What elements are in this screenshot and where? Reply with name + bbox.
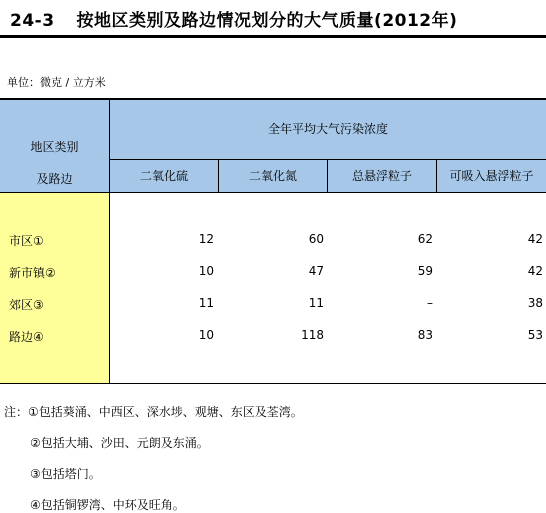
column-header-rsp: 可吸入悬浮粒子 [436, 160, 546, 192]
row-area: 市区① [9, 234, 44, 248]
cell-so2: 12 [198, 232, 214, 246]
data-table [0, 98, 546, 384]
cell-so2: 10 [198, 264, 214, 278]
area-column-header [0, 98, 109, 192]
cell-no2: 47 [308, 264, 324, 278]
area-header-line-1: 地区类别 [30, 140, 79, 154]
cell-tsp: 59 [417, 264, 433, 278]
table-row [0, 294, 546, 314]
row-area: 郊区③ [9, 298, 44, 312]
note-4: ④包括铜锣湾、中环及旺角。 [30, 498, 185, 512]
cell-no2: 118 [301, 328, 324, 342]
note-3: ③包括塔门。 [30, 467, 101, 481]
page-title [10, 6, 457, 31]
cell-rsp: 38 [527, 296, 543, 310]
cell-no2: 11 [308, 296, 324, 310]
column-header-tsp: 总悬浮粒子 [327, 160, 436, 192]
cell-rsp: 42 [527, 232, 543, 246]
cell-tsp: – [427, 296, 433, 310]
column-header-no2: 二氧化氮 [218, 160, 327, 192]
table-title: 按地区类别及路边情况划分的大气质量(2012年) [76, 11, 458, 31]
cell-no2: 60 [308, 232, 324, 246]
values-body [109, 192, 546, 384]
cell-rsp: 53 [527, 328, 543, 342]
table-row [0, 262, 546, 282]
cell-rsp: 42 [527, 264, 543, 278]
table-number: 24-3 [10, 11, 55, 31]
group-header: 全年平均大气污染浓度 [109, 98, 546, 160]
cell-tsp: 62 [417, 232, 433, 246]
note-1: 注：①包括葵涌、中西区、深水埗、观塘、东区及荃湾。 [4, 405, 303, 419]
title-rule [0, 35, 546, 38]
row-area: 新市镇② [9, 266, 56, 280]
area-column-body [0, 192, 109, 384]
cell-tsp: 83 [417, 328, 433, 342]
row-area: 路边④ [9, 330, 44, 344]
cell-so2: 11 [198, 296, 214, 310]
column-header-so2: 二氧化硫 [109, 160, 218, 192]
unit-label: 单位：微克 / 立方米 [7, 76, 106, 89]
cell-so2: 10 [198, 328, 214, 342]
table-row [0, 326, 546, 346]
table-row [0, 230, 546, 250]
note-2: ②包括大埔、沙田、元朗及东涌。 [30, 436, 209, 450]
area-header-line-2: 及路边 [36, 172, 73, 186]
